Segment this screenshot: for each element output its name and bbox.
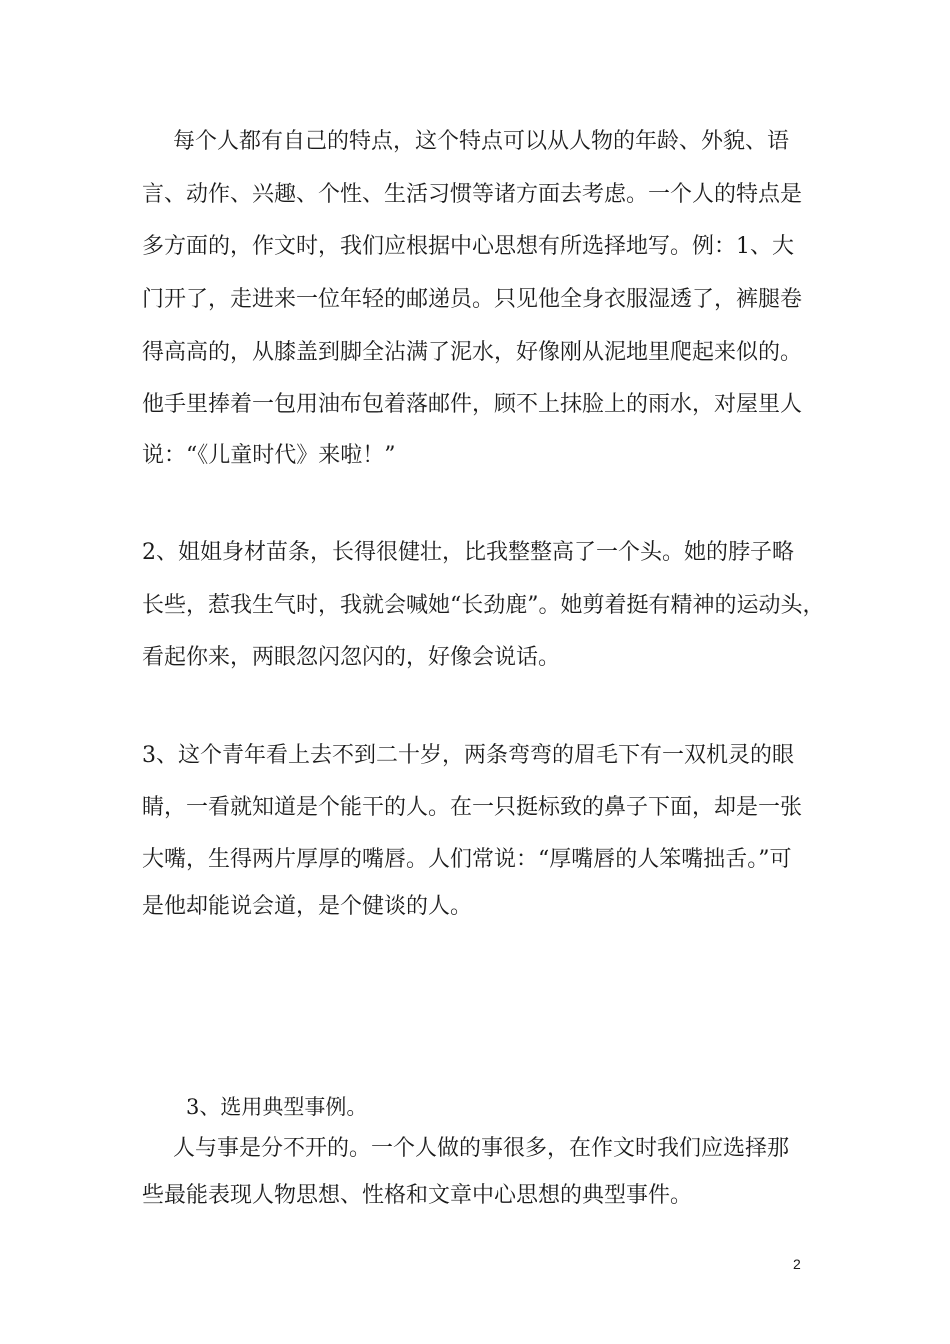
text-line: 说：“《儿童时代》来啦！” — [142, 443, 396, 468]
text-line: 每个人都有自己的特点，这个特点可以从人物的年龄、外貌、语 — [173, 129, 790, 154]
text-line: 些最能表现人物思想、性格和文章中心思想的典型事件。 — [142, 1183, 693, 1208]
text-line: 门开了，走进来一位年轻的邮递员。只见他全身衣服湿透了，裤腿卷 — [142, 287, 803, 312]
text-line: 2、姐姐身材苗条，长得很健壮，比我整整高了一个头。她的脖子略 — [142, 540, 794, 565]
text-line: 人与事是分不开的。一个人做的事很多，在作文时我们应选择那 — [173, 1136, 790, 1161]
text-line: 多方面的，作文时，我们应根据中心思想有所选择地写。例：1、大 — [142, 234, 794, 259]
section-heading: 3、选用典型事例。 — [186, 1095, 368, 1119]
text-line: 3、这个青年看上去不到二十岁，两条弯弯的眉毛下有一双机灵的眼 — [142, 743, 794, 768]
text-line: 长些，惹我生气时，我就会喊她“长劲鹿”。她剪着挺有精神的运动头， — [142, 593, 825, 618]
text-line: 是他却能说会道，是个健谈的人。 — [142, 894, 473, 919]
text-line: 睛，一看就知道是个能干的人。在一只挺标致的鼻子下面，却是一张 — [142, 795, 803, 820]
text-line: 言、动作、兴趣、个性、生活习惯等诸方面去考虑。一个人的特点是 — [142, 182, 803, 207]
page-number: 2 — [793, 1256, 801, 1272]
text-line: 大嘴，生得两片厚厚的嘴唇。人们常说：“厚嘴唇的人笨嘴拙舌。”可 — [142, 847, 792, 872]
text-line: 得高高的，从膝盖到脚全沾满了泥水，好像刚从泥地里爬起来似的。 — [142, 340, 803, 365]
text-line: 看起你来，两眼忽闪忽闪的，好像会说话。 — [142, 645, 561, 670]
text-line: 他手里捧着一包用油布包着落邮件，顾不上抹脸上的雨水，对屋里人 — [142, 392, 803, 417]
